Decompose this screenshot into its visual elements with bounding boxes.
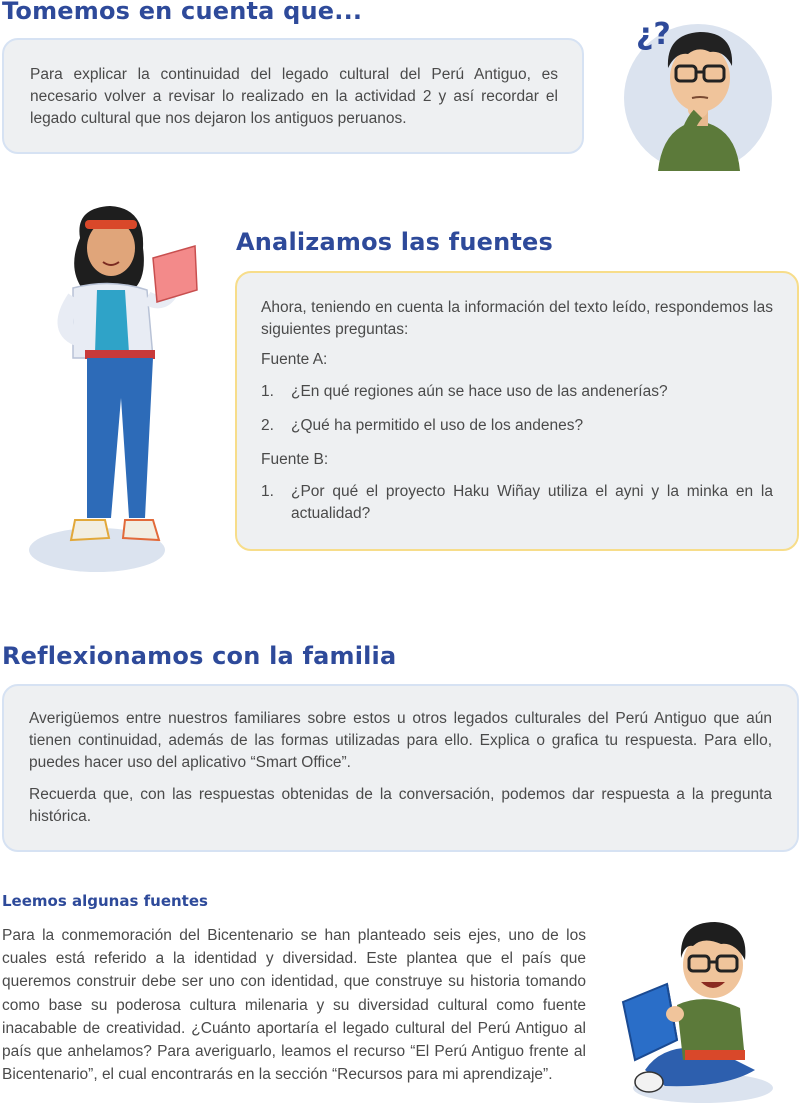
question-text: ¿Por qué el proyecto Haku Wiñay utiliza el ayni y la minka en la actualidad? [291, 483, 773, 522]
fuente-a-label: Fuente A: [261, 351, 328, 368]
question-item [261, 381, 773, 403]
fuente-a-questions [261, 381, 773, 437]
fuente-b-label: Fuente B: [261, 451, 329, 468]
analizamos-intro: Ahora, teniendo en cuenta la información del texto leído, respondemos las siguientes preguntas: [261, 299, 773, 338]
girl-with-book-illustration [25, 198, 215, 578]
question-number: 2. [261, 417, 274, 434]
thinking-boy-illustration [618, 6, 778, 171]
reading-boy-illustration [605, 910, 780, 1105]
tomemos-text: Para explicar la continuidad del legado cultural del Perú Antiguo, es necesario volver a revisar lo realizado en la actividad 2 y así recordar el legado cultural que nos dejaron los antiguos peruanos. [30, 66, 558, 127]
reflexionamos-box [2, 684, 799, 852]
title-leemos: Leemos algunas fuentes [2, 892, 208, 910]
title-tomemos: Tomemos en cuenta que... [2, 0, 363, 25]
question-item [261, 415, 773, 437]
analizamos-box [235, 271, 799, 551]
title-analizamos: Analizamos las fuentes [236, 228, 553, 256]
question-text: ¿Qué ha permitido el uso de los andenes? [291, 417, 584, 434]
question-item [261, 481, 773, 525]
leemos-text: Para la conmemoración del Bicentenario se han planteado seis ejes, uno de los cuales está referido a la identidad y diversidad. Este plantea que el país que queremos construir debe ser uno con identidad, que construye su historia tomando como base su poderosa cultura milenaria y su diversidad cultural como fuente inacabable de creatividad. ¿Cuánto aportaría el legado cultural del Perú Antiguo al país que anhelamos? Para averiguarlo, leamos el recurso “El Perú Antiguo frente al Bicentenario”, el cual encontrarás en la sección “Recursos para mi aprendizaje”. [2, 927, 586, 1084]
title-reflexionamos: Reflexionamos con la familia [2, 642, 397, 670]
reflexionamos-paragraph-2: Recuerda que, con las respuestas obtenidas de la conversación, podemos dar respuesta a la pregunta histórica. [29, 786, 772, 825]
tomemos-box [2, 38, 584, 154]
fuente-b-questions [261, 481, 773, 525]
question-number: 1. [261, 483, 274, 500]
svg-text:¿?: ¿? [636, 17, 671, 52]
question-number: 1. [261, 383, 274, 400]
question-text: ¿En qué regiones aún se hace uso de las andenerías? [291, 383, 668, 400]
reflexionamos-paragraph-1: Averigüemos entre nuestros familiares sobre estos u otros legados culturales del Perú Antiguo que aún tienen continuidad, además de las formas utilizadas para ello. Explica o grafica tu respuesta. Para ello, puedes hacer uso del aplicativo “Smart Office”. [29, 710, 772, 771]
